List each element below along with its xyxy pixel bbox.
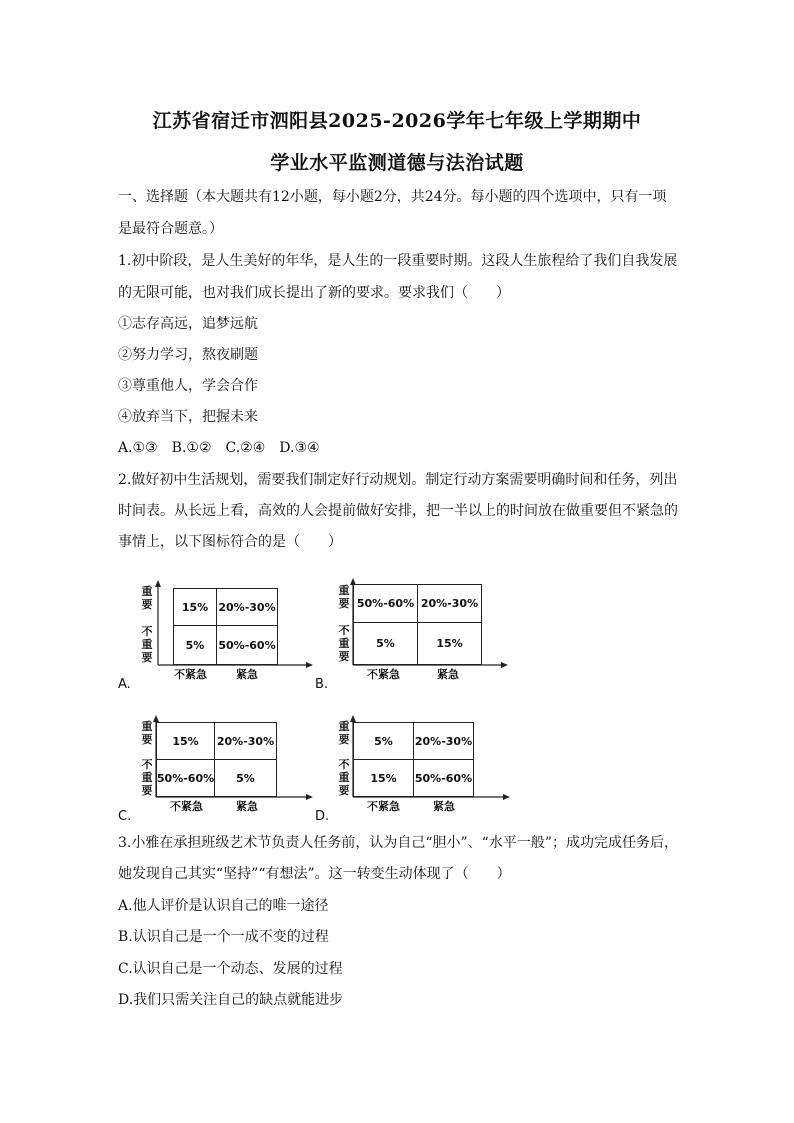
x-label-not-urgent: 不紧急 <box>367 668 400 681</box>
matrix-cell-unimportant-urgent: 50%-60% <box>216 625 278 665</box>
matrix-cell-important-urgent: 20%-30% <box>417 584 482 623</box>
q1-item-4: ④放弃当下，把握未来 <box>118 409 258 425</box>
q1-item-1: ①志存高远，追梦远航 <box>118 316 258 332</box>
matrix-cell-unimportant-urgent: 50%-60% <box>413 759 474 797</box>
matrix-cell-important-not-urgent: 15% <box>156 722 215 760</box>
matrix-option-d <box>315 715 525 828</box>
q1-item-2: ②努力学习，熬夜刷题 <box>118 347 258 363</box>
q3-choice-a: A.他人评价是认识自己的唯一途径 <box>118 898 329 914</box>
q2-stem-line-1: 2.做好初中生活规划，需要我们制定好行动规划。制定行动方案需要明确时间和任务，列出 <box>118 472 678 488</box>
q2-stem-line-2: 时间表。从长远上看，高效的人会提前做好安排，把一半以上的时间放在做重要但不紧急的 <box>118 503 678 519</box>
page-title-line-2: 学业水平监测道德与法治试题 <box>270 152 524 174</box>
matrix-cell-important-not-urgent: 15% <box>173 588 217 626</box>
x-label-urgent: 紧急 <box>236 668 258 681</box>
q1-stem-line-1: 1.初中阶段，是人生美好的年华，是人生的一段重要时期。这段人生旅程给了我们自我发展 <box>118 253 678 269</box>
x-label-not-urgent: 不紧急 <box>174 668 207 681</box>
option-letter: B. <box>315 677 329 692</box>
q2-stem-line-3: 事情上，以下图标符合的是（ ） <box>118 534 342 550</box>
q3-stem-line-2: 她发现自己其实“坚持”“有想法”。这一转变生动体现了（ ） <box>118 866 511 882</box>
section-heading-cont: 是最符合题意。） <box>118 221 223 237</box>
q3-choice-b: B.认识自己是一个一成不变的过程 <box>118 929 329 945</box>
option-letter: A. <box>118 677 131 692</box>
section-heading: 一、选择题（本大题共有12小题，每小题2分，共24分。每小题的四个选项中，只有一项 <box>118 189 667 205</box>
matrix-cell-unimportant-not-urgent: 15% <box>353 759 414 797</box>
y-label-important: 重要 <box>338 720 350 746</box>
x-label-urgent: 紧急 <box>433 800 455 813</box>
matrix-cell-unimportant-urgent: 5% <box>214 759 277 797</box>
q1-answer-options: A.①③ B.①② C.②④ D.③④ <box>118 440 320 456</box>
y-label-important: 重要 <box>338 584 350 610</box>
page-title-line-1: 江苏省宿迁市泗阳县2025-2026学年七年级上学期期中 <box>152 110 642 132</box>
q1-item-3: ③尊重他人，学会合作 <box>118 378 258 394</box>
x-label-urgent: 紧急 <box>437 668 459 681</box>
y-label-important: 重要 <box>141 720 153 746</box>
matrix-option-a <box>118 580 318 695</box>
matrix-cell-important-urgent: 20%-30% <box>216 588 278 626</box>
y-label-not-important: 不重要 <box>141 625 153 664</box>
option-letter: D. <box>315 809 330 824</box>
y-label-not-important: 不重要 <box>141 758 153 797</box>
y-label-important: 重要 <box>141 585 153 611</box>
matrix-cell-important-not-urgent: 50%-60% <box>353 584 418 623</box>
q3-choice-d: D.我们只需关注自己的缺点就能进步 <box>118 992 344 1008</box>
option-letter: C. <box>118 809 132 824</box>
matrix-option-b <box>315 578 525 695</box>
x-label-not-urgent: 不紧急 <box>170 800 203 813</box>
matrix-cell-unimportant-not-urgent: 5% <box>173 625 217 665</box>
matrix-cell-important-not-urgent: 5% <box>353 722 414 760</box>
x-label-not-urgent: 不紧急 <box>367 800 400 813</box>
q3-choice-c: C.认识自己是一个动态、发展的过程 <box>118 961 343 977</box>
x-label-urgent: 紧急 <box>236 800 258 813</box>
y-label-not-important: 不重要 <box>338 624 350 663</box>
matrix-cell-important-urgent: 20%-30% <box>214 722 277 760</box>
matrix-cell-unimportant-not-urgent: 50%-60% <box>156 759 215 797</box>
y-label-not-important: 不重要 <box>338 758 350 797</box>
matrix-cell-unimportant-not-urgent: 5% <box>353 622 418 665</box>
matrix-option-c <box>118 715 318 828</box>
q1-stem-line-2: 的无限可能，也对我们成长提出了新的要求。要求我们（ ） <box>118 285 510 301</box>
q3-stem-line-1: 3.小雅在承担班级艺术节负责人任务前，认为自己“胆小”、“水平一般”；成功完成任务后， <box>118 835 678 851</box>
matrix-cell-unimportant-urgent: 15% <box>417 622 482 665</box>
matrix-cell-important-urgent: 20%-30% <box>413 722 474 760</box>
